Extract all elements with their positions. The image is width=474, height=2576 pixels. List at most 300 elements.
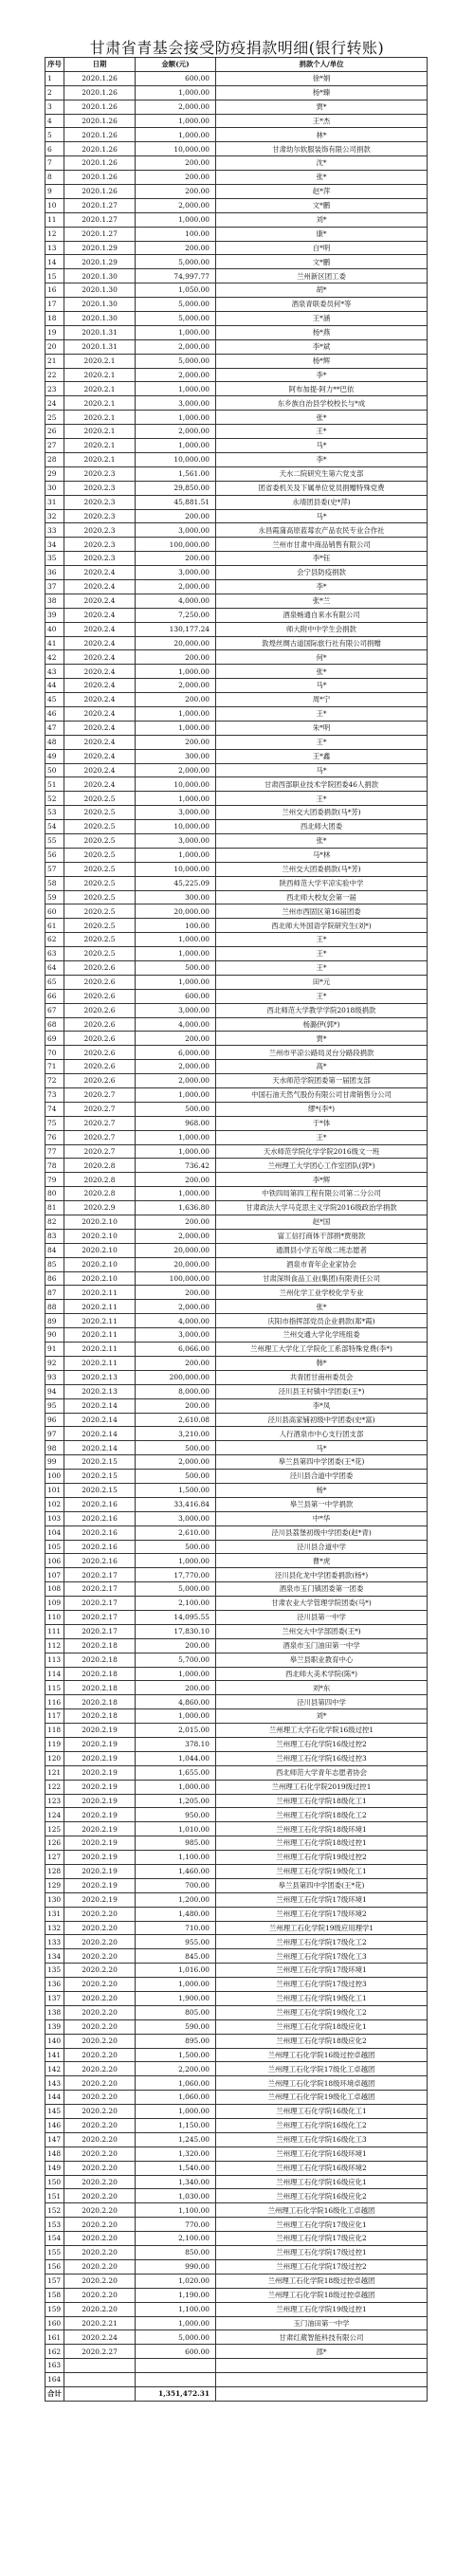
row-date: 2020.2.16 bbox=[64, 1540, 136, 1554]
row-serial-number: 151 bbox=[46, 2189, 64, 2203]
row-date: 2020.2.15 bbox=[64, 1470, 136, 1484]
row-donor: 阿布加提·阿力**巴依 bbox=[216, 382, 428, 396]
row-serial-number: 120 bbox=[46, 1751, 64, 1765]
row-serial-number: 87 bbox=[46, 1286, 64, 1300]
row-amount: 1,000.00 bbox=[136, 848, 216, 862]
row-donor: 中铁四局第四工程有限公司第二分公司 bbox=[216, 1187, 428, 1201]
row-serial-number: 66 bbox=[46, 989, 64, 1003]
row-date: 2020.2.27 bbox=[64, 2345, 136, 2359]
row-amount: 5,000.00 bbox=[136, 298, 216, 312]
row-amount: 2,200.00 bbox=[136, 2062, 216, 2076]
total-row bbox=[46, 2386, 428, 2401]
table-row bbox=[46, 283, 428, 298]
row-serial-number: 140 bbox=[46, 2034, 64, 2048]
row-date: 2020.1.29 bbox=[64, 255, 136, 269]
row-amount: 1,340.00 bbox=[136, 2175, 216, 2189]
table-row bbox=[46, 820, 428, 834]
row-date: 2020.2.4 bbox=[64, 706, 136, 721]
row-serial-number: 45 bbox=[46, 693, 64, 707]
row-donor: 甘肃政法大学马克思主义学院2016级政治学捐款 bbox=[216, 1201, 428, 1215]
table-row bbox=[46, 2345, 428, 2359]
table-row bbox=[46, 1497, 428, 1511]
row-amount: 2,000.00 bbox=[136, 1074, 216, 1088]
row-amount: 1,000.00 bbox=[136, 1187, 216, 1201]
row-amount: 500.00 bbox=[136, 1441, 216, 1455]
row-serial-number: 159 bbox=[46, 2302, 64, 2316]
table-row bbox=[46, 1667, 428, 1681]
row-amount: 200.00 bbox=[136, 1286, 216, 1300]
row-amount: 850.00 bbox=[136, 2246, 216, 2260]
row-amount: 1,000.00 bbox=[136, 411, 216, 425]
row-serial-number: 100 bbox=[46, 1470, 64, 1484]
row-date: 2020.2.11 bbox=[64, 1328, 136, 1343]
row-donor: 贾* bbox=[216, 100, 428, 114]
table-row bbox=[46, 1384, 428, 1398]
row-donor: 兰州理工石化学院16级过控2 bbox=[216, 1737, 428, 1751]
row-date: 2020.2.4 bbox=[64, 665, 136, 679]
table-row bbox=[46, 2218, 428, 2232]
row-serial-number: 164 bbox=[46, 2373, 64, 2387]
row-amount: 5,000.00 bbox=[136, 354, 216, 368]
row-date: 2020.2.18 bbox=[64, 1709, 136, 1724]
row-donor: 周*宁 bbox=[216, 693, 428, 707]
table-row bbox=[46, 100, 428, 114]
row-donor: 刘* bbox=[216, 1709, 428, 1724]
table-row bbox=[46, 85, 428, 100]
row-date: 2020.1.26 bbox=[64, 128, 136, 142]
table-row bbox=[46, 1638, 428, 1653]
row-donor: 王*涵 bbox=[216, 312, 428, 326]
row-date: 2020.2.5 bbox=[64, 890, 136, 904]
row-date: 2020.2.19 bbox=[64, 1878, 136, 1892]
row-amount: 1,000.00 bbox=[136, 1667, 216, 1681]
row-donor: 兰州理工石化学院17级应化1 bbox=[216, 2218, 428, 2232]
table-row bbox=[46, 933, 428, 947]
row-amount: 200.00 bbox=[136, 171, 216, 185]
row-serial-number: 27 bbox=[46, 439, 64, 453]
table-row bbox=[46, 2359, 428, 2373]
row-date: 2020.2.21 bbox=[64, 2316, 136, 2330]
row-donor: 皋兰县职业教育中心 bbox=[216, 1653, 428, 1667]
table-row bbox=[46, 1088, 428, 1103]
row-serial-number: 136 bbox=[46, 1978, 64, 1992]
row-donor: 中国石油天然气股份有限公司甘肃销售分公司 bbox=[216, 1088, 428, 1103]
row-date: 2020.2.4 bbox=[64, 579, 136, 594]
row-amount: 200,000.00 bbox=[136, 1370, 216, 1384]
row-date: 2020.1.30 bbox=[64, 312, 136, 326]
row-donor: 韩* bbox=[216, 1356, 428, 1370]
row-serial-number: 119 bbox=[46, 1737, 64, 1751]
row-date: 2020.2.6 bbox=[64, 1003, 136, 1017]
table-row bbox=[46, 1201, 428, 1215]
row-donor: 王*杰 bbox=[216, 114, 428, 128]
row-donor: 甘肃红葳智能科技有限公司 bbox=[216, 2330, 428, 2345]
row-donor: 胡* bbox=[216, 283, 428, 298]
table-row bbox=[46, 171, 428, 185]
table-row bbox=[46, 2373, 428, 2387]
table-row bbox=[46, 579, 428, 594]
row-date: 2020.2.20 bbox=[64, 2062, 136, 2076]
row-date: 2020.2.5 bbox=[64, 862, 136, 876]
row-amount: 1,000.00 bbox=[136, 933, 216, 947]
row-amount: 1,320.00 bbox=[136, 2147, 216, 2161]
row-amount: 1,000.00 bbox=[136, 665, 216, 679]
table-row bbox=[46, 2302, 428, 2316]
row-amount: 1,000.00 bbox=[136, 1554, 216, 1568]
row-donor: 泾川县高家铺初级中学团委(史*富) bbox=[216, 1413, 428, 1427]
row-donor: 王*鑫 bbox=[216, 749, 428, 763]
row-amount: 5,000.00 bbox=[136, 2330, 216, 2345]
row-amount: 45,881.51 bbox=[136, 495, 216, 509]
row-date: 2020.2.17 bbox=[64, 1582, 136, 1597]
row-date: 2020.2.17 bbox=[64, 1597, 136, 1611]
row-date: 2020.2.20 bbox=[64, 2259, 136, 2274]
row-donor: 酒泉畅通自来水有限公司 bbox=[216, 608, 428, 622]
row-date: 2020.2.4 bbox=[64, 693, 136, 707]
row-donor: 兰州理工石化学院17级化工卓越团 bbox=[216, 2062, 428, 2076]
row-date: 2020.2.3 bbox=[64, 552, 136, 566]
row-serial-number: 19 bbox=[46, 325, 64, 339]
table-row bbox=[46, 833, 428, 848]
row-amount: 200.00 bbox=[136, 650, 216, 665]
row-date: 2020.2.1 bbox=[64, 396, 136, 411]
row-amount: 2,000.00 bbox=[136, 1060, 216, 1074]
row-date: 2020.1.26 bbox=[64, 71, 136, 85]
document-title: 甘肃省青基会接受防疫捐款明细(银行转账) bbox=[89, 39, 385, 57]
row-amount: 2,100.00 bbox=[136, 1597, 216, 1611]
row-date: 2020.2.17 bbox=[64, 1568, 136, 1582]
row-serial-number: 33 bbox=[46, 523, 64, 538]
row-amount: 950.00 bbox=[136, 1808, 216, 1822]
row-donor: 康* bbox=[216, 227, 428, 241]
row-serial-number: 64 bbox=[46, 961, 64, 976]
row-serial-number: 54 bbox=[46, 820, 64, 834]
row-amount: 3,000.00 bbox=[136, 523, 216, 538]
table-row bbox=[46, 1130, 428, 1144]
row-donor: 泾川县第四中学 bbox=[216, 1695, 428, 1709]
row-donor: 曹*虎 bbox=[216, 1554, 428, 1568]
row-amount: 1,000.00 bbox=[136, 1780, 216, 1794]
row-date: 2020.2.19 bbox=[64, 1780, 136, 1794]
row-date: 2020.2.20 bbox=[64, 2189, 136, 2203]
table-row bbox=[46, 198, 428, 212]
row-date: 2020.1.26 bbox=[64, 171, 136, 185]
row-amount: 200.00 bbox=[136, 1173, 216, 1187]
table-row bbox=[46, 636, 428, 650]
row-serial-number: 88 bbox=[46, 1300, 64, 1314]
row-amount: 200.00 bbox=[136, 552, 216, 566]
row-donor: 赵*国 bbox=[216, 1215, 428, 1230]
row-amount: 378.10 bbox=[136, 1737, 216, 1751]
row-date: 2020.2.5 bbox=[64, 820, 136, 834]
row-amount: 300.00 bbox=[136, 749, 216, 763]
table-row bbox=[46, 1597, 428, 1611]
row-serial-number: 127 bbox=[46, 1851, 64, 1865]
row-donor: 庆阳市指挥部党员企业捐款(郑*霞) bbox=[216, 1314, 428, 1328]
table-row bbox=[46, 1116, 428, 1130]
table-row bbox=[46, 961, 428, 976]
table-row bbox=[46, 452, 428, 466]
row-date: 2020.2.3 bbox=[64, 509, 136, 523]
row-date: 2020.1.26 bbox=[64, 156, 136, 171]
row-serial-number: 51 bbox=[46, 777, 64, 792]
row-amount: 1,050.00 bbox=[136, 283, 216, 298]
table-row bbox=[46, 538, 428, 552]
row-amount: 1,205.00 bbox=[136, 1794, 216, 1808]
row-donor: 西北师大美术学院(陈*) bbox=[216, 1667, 428, 1681]
row-date: 2020.2.20 bbox=[64, 2091, 136, 2105]
row-date: 2020.2.20 bbox=[64, 2034, 136, 2048]
table-row bbox=[46, 693, 428, 707]
table-row bbox=[46, 721, 428, 735]
table-row bbox=[46, 1427, 428, 1441]
row-amount: 1,000.00 bbox=[136, 85, 216, 100]
row-amount: 1,500.00 bbox=[136, 1483, 216, 1497]
row-serial-number: 23 bbox=[46, 382, 64, 396]
row-date: 2020.2.20 bbox=[64, 1949, 136, 1964]
row-amount: 985.00 bbox=[136, 1836, 216, 1851]
row-serial-number: 129 bbox=[46, 1878, 64, 1892]
row-amount: 1,900.00 bbox=[136, 1992, 216, 2006]
row-amount: 1,190.00 bbox=[136, 2288, 216, 2302]
row-date: 2020.2.5 bbox=[64, 806, 136, 820]
row-serial-number: 111 bbox=[46, 1624, 64, 1638]
table-row bbox=[46, 1173, 428, 1187]
row-donor: 泾川县化龙中学团委捐款(杨*) bbox=[216, 1568, 428, 1582]
table-row bbox=[46, 495, 428, 509]
row-donor: 兰州理工石化学院19级过控1 bbox=[216, 2302, 428, 2316]
table-row bbox=[46, 890, 428, 904]
row-amount: 1,030.00 bbox=[136, 2189, 216, 2203]
row-amount: 200.00 bbox=[136, 1356, 216, 1370]
row-donor: 兰州理工石化学院18级环境1 bbox=[216, 1822, 428, 1836]
row-donor: 兰州理工石化学院18级环境卓越团 bbox=[216, 2076, 428, 2091]
row-serial-number: 59 bbox=[46, 890, 64, 904]
row-donor: 马*林 bbox=[216, 848, 428, 862]
row-date: 2020.2.6 bbox=[64, 975, 136, 989]
table-row bbox=[46, 1949, 428, 1964]
row-date: 2020.1.27 bbox=[64, 212, 136, 227]
row-donor: 西北师大团委 bbox=[216, 820, 428, 834]
row-date: 2020.2.4 bbox=[64, 749, 136, 763]
table-row bbox=[46, 1709, 428, 1724]
row-amount: 1,060.00 bbox=[136, 2076, 216, 2091]
table-row bbox=[46, 1765, 428, 1780]
row-donor: 马* bbox=[216, 679, 428, 693]
row-date: 2020.2.20 bbox=[64, 1992, 136, 2006]
row-date: 2020.2.19 bbox=[64, 1737, 136, 1751]
table-row bbox=[46, 339, 428, 354]
row-donor: 兰州理工石化学院17级应化2 bbox=[216, 2232, 428, 2246]
table-row bbox=[46, 1215, 428, 1230]
row-date: 2020.2.6 bbox=[64, 1017, 136, 1032]
table-row bbox=[46, 1526, 428, 1540]
table-row bbox=[46, 1003, 428, 1017]
row-amount: 100.00 bbox=[136, 227, 216, 241]
row-serial-number: 68 bbox=[46, 1017, 64, 1032]
row-date: 2020.2.4 bbox=[64, 763, 136, 777]
row-date: 2020.2.4 bbox=[64, 566, 136, 580]
row-serial-number: 104 bbox=[46, 1526, 64, 1540]
row-serial-number: 138 bbox=[46, 2005, 64, 2019]
table-row bbox=[46, 255, 428, 269]
table-row bbox=[46, 1314, 428, 1328]
row-amount: 3,000.00 bbox=[136, 1003, 216, 1017]
table-row bbox=[46, 298, 428, 312]
row-serial-number: 96 bbox=[46, 1413, 64, 1427]
row-amount: 100,000.00 bbox=[136, 1271, 216, 1286]
row-serial-number: 85 bbox=[46, 1257, 64, 1271]
row-serial-number: 81 bbox=[46, 1201, 64, 1215]
row-serial-number: 148 bbox=[46, 2147, 64, 2161]
row-donor: 通渭县小学五年级二班志愿者 bbox=[216, 1243, 428, 1257]
row-date: 2020.2.13 bbox=[64, 1370, 136, 1384]
row-serial-number: 56 bbox=[46, 848, 64, 862]
row-amount: 955.00 bbox=[136, 1935, 216, 1949]
row-amount: 6,000.00 bbox=[136, 1046, 216, 1060]
row-amount: 3,000.00 bbox=[136, 396, 216, 411]
table-row bbox=[46, 1724, 428, 1738]
row-donor: 王* bbox=[216, 792, 428, 806]
row-amount: 2,000.00 bbox=[136, 339, 216, 354]
row-donor: 兰州理工石化学院18级化工1 bbox=[216, 1794, 428, 1808]
row-serial-number: 29 bbox=[46, 466, 64, 481]
row-serial-number: 76 bbox=[46, 1130, 64, 1144]
header-amount: 金额(元) bbox=[136, 58, 216, 72]
table-row bbox=[46, 509, 428, 523]
table-row bbox=[46, 2232, 428, 2246]
row-serial-number: 131 bbox=[46, 1907, 64, 1921]
row-serial-number: 149 bbox=[46, 2161, 64, 2175]
row-serial-number: 8 bbox=[46, 171, 64, 185]
row-serial-number: 101 bbox=[46, 1483, 64, 1497]
row-donor: 团省委机关及下属单位党员捐赠特殊党费 bbox=[216, 481, 428, 495]
row-date: 2020.2.11 bbox=[64, 1356, 136, 1370]
row-amount: 45,225.09 bbox=[136, 876, 216, 890]
row-serial-number: 155 bbox=[46, 2246, 64, 2260]
row-amount: 100.00 bbox=[136, 919, 216, 933]
table-row bbox=[46, 269, 428, 283]
row-amount: 1,000.00 bbox=[136, 721, 216, 735]
row-date: 2020.2.20 bbox=[64, 2203, 136, 2218]
row-serial-number: 146 bbox=[46, 2119, 64, 2133]
row-date: 2020.2.6 bbox=[64, 1074, 136, 1088]
row-date: 2020.2.17 bbox=[64, 1624, 136, 1638]
table-row bbox=[46, 1624, 428, 1638]
row-amount: 5,000.00 bbox=[136, 255, 216, 269]
table-row bbox=[46, 1441, 428, 1455]
row-amount: 1,100.00 bbox=[136, 2302, 216, 2316]
row-serial-number: 163 bbox=[46, 2359, 64, 2373]
row-serial-number: 121 bbox=[46, 1765, 64, 1780]
row-amount: 1,000.00 bbox=[136, 212, 216, 227]
row-donor: 兰州理工石化学院16级化工3 bbox=[216, 2132, 428, 2147]
table-row bbox=[46, 792, 428, 806]
row-donor: 马* bbox=[216, 763, 428, 777]
row-serial-number: 74 bbox=[46, 1102, 64, 1116]
row-date: 2020.2.20 bbox=[64, 2048, 136, 2062]
row-serial-number: 153 bbox=[46, 2218, 64, 2232]
table-row bbox=[46, 1610, 428, 1624]
row-date: 2020.2.4 bbox=[64, 679, 136, 693]
row-serial-number: 105 bbox=[46, 1540, 64, 1554]
row-donor: 酒泉市玉门油田第一中学 bbox=[216, 1638, 428, 1653]
table-row bbox=[46, 1892, 428, 1907]
row-amount: 500.00 bbox=[136, 961, 216, 976]
row-serial-number: 6 bbox=[46, 142, 64, 156]
row-date: 2020.2.20 bbox=[64, 2132, 136, 2147]
row-amount: 3,000.00 bbox=[136, 1328, 216, 1343]
row-donor: 兰州市平凉公路局灵台分路段捐款 bbox=[216, 1046, 428, 1060]
row-donor: 李* bbox=[216, 452, 428, 466]
row-serial-number: 97 bbox=[46, 1427, 64, 1441]
row-date: 2020.2.4 bbox=[64, 721, 136, 735]
row-date: 2020.2.19 bbox=[64, 1865, 136, 1879]
row-date: 2020.2.6 bbox=[64, 1046, 136, 1060]
row-serial-number: 7 bbox=[46, 156, 64, 171]
table-row bbox=[46, 368, 428, 382]
row-date: 2020.2.1 bbox=[64, 368, 136, 382]
row-date: 2020.2.6 bbox=[64, 1032, 136, 1046]
table-row bbox=[46, 396, 428, 411]
table-row bbox=[46, 2316, 428, 2330]
row-date: 2020.2.11 bbox=[64, 1314, 136, 1328]
row-serial-number: 2 bbox=[46, 85, 64, 100]
table-row bbox=[46, 1695, 428, 1709]
row-date: 2020.2.16 bbox=[64, 1497, 136, 1511]
row-donor: 沈* bbox=[216, 156, 428, 171]
row-date: 2020.2.19 bbox=[64, 1751, 136, 1765]
table-row bbox=[46, 608, 428, 622]
row-amount: 10,000.00 bbox=[136, 820, 216, 834]
table-row bbox=[46, 2330, 428, 2345]
table-row bbox=[46, 1398, 428, 1413]
row-donor: 会宁县防疫捐款 bbox=[216, 566, 428, 580]
row-date: 2020.2.1 bbox=[64, 354, 136, 368]
row-date: 2020.2.19 bbox=[64, 1794, 136, 1808]
row-serial-number: 44 bbox=[46, 679, 64, 693]
row-donor: 兰州理工石化学院16级应化1 bbox=[216, 2175, 428, 2189]
row-date: 2020.2.19 bbox=[64, 1724, 136, 1738]
row-date: 2020.1.26 bbox=[64, 100, 136, 114]
row-date: 2020.2.9 bbox=[64, 1201, 136, 1215]
table-row bbox=[46, 1822, 428, 1836]
row-amount: 2,100.00 bbox=[136, 2232, 216, 2246]
row-date: 2020.2.14 bbox=[64, 1398, 136, 1413]
row-serial-number: 70 bbox=[46, 1046, 64, 1060]
total-amount: 1,351,472.31 bbox=[136, 2386, 216, 2401]
row-date: 2020.2.1 bbox=[64, 382, 136, 396]
table-row bbox=[46, 763, 428, 777]
row-serial-number: 25 bbox=[46, 411, 64, 425]
row-amount: 74,997.77 bbox=[136, 269, 216, 283]
row-donor: 兰州理工石化学院17级环境1 bbox=[216, 1892, 428, 1907]
table-row bbox=[46, 904, 428, 919]
row-serial-number: 141 bbox=[46, 2048, 64, 2062]
row-date: 2020.2.10 bbox=[64, 1243, 136, 1257]
row-serial-number: 158 bbox=[46, 2288, 64, 2302]
row-date: 2020.2.16 bbox=[64, 1526, 136, 1540]
row-serial-number: 78 bbox=[46, 1159, 64, 1173]
row-serial-number: 128 bbox=[46, 1865, 64, 1879]
row-date: 2020.2.8 bbox=[64, 1173, 136, 1187]
row-serial-number: 118 bbox=[46, 1724, 64, 1738]
row-donor: 兰州理工石化学院19级化工1 bbox=[216, 1992, 428, 2006]
table-row bbox=[46, 212, 428, 227]
table-row bbox=[46, 1187, 428, 1201]
row-amount: 300.00 bbox=[136, 890, 216, 904]
row-date: 2020.2.20 bbox=[64, 1964, 136, 1978]
